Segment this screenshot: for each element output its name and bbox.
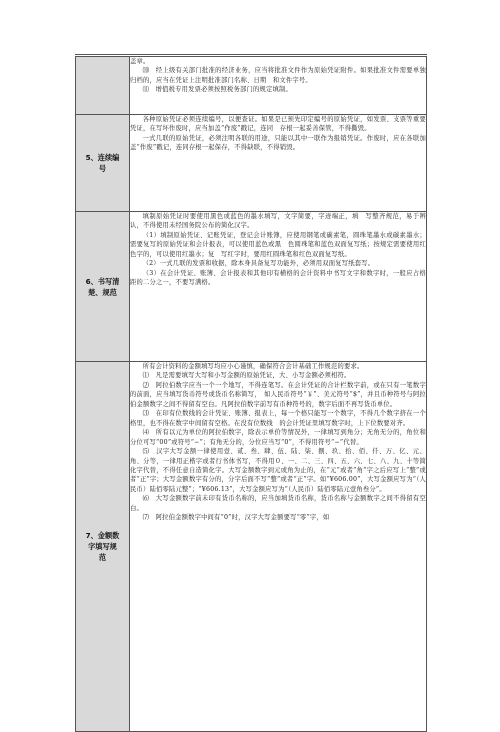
table-row — [76, 362, 427, 732]
paragraph: ⑾ 增值税专用发票必须按照税务部门的规定填制。 — [142, 86, 293, 94]
paragraph: 各种原始凭证必须连续编号，以便查证。如果是已预先印定编号的原始凭证，如发票、支票等重要凭证，在写坏作废时，应当加盖“作废”戳记，连同 存根一起妥善保管，不得撕毁。 — [130, 116, 426, 133]
table-row — [76, 57, 427, 115]
section-label: 5、连续编 号 — [76, 115, 130, 212]
paragraph: 盖章。 — [130, 58, 150, 65]
paragraph: 所有会计资料的金额填写均应小心谨慎，确保符合会计基础工作规范的要求。 — [142, 363, 364, 370]
paragraph: ⑽ 经上级有关部门批准的经济业务，应当将批准文件作为原始凭证附件。如果批准文件需要单独归档的，应当在凭证上注明批准部门名称、日期 和文件字号。 — [130, 67, 426, 84]
voucher-rules-table — [75, 56, 427, 732]
section-content — [130, 115, 427, 212]
section-label: 6、书写清 楚、规范 — [76, 212, 130, 362]
paragraph: （2）一式几联的发票和收据，除本身具备复写功能外，必须用双面复写纸套写。 — [142, 260, 375, 268]
paragraph: ⑺ 阿拉伯金额数字中间有“0”时，汉字大写金额要写“零”字，如 — [142, 514, 330, 522]
paragraph: ⑹ 大写金额数字前未印有货币名称的，应当加填货币名称，货币名称与金额数字之间不得留有空白。 — [130, 495, 426, 512]
section-label: 7、金额数 字填写规 范 — [76, 362, 130, 732]
paragraph: ⑵ 阿拉伯数字应当一个一个地写，不得连笔写。在会计凭证的合计栏数字前，或在只有一笔数字的前面，应当填写货币符号或货币名称简写， 如人民币符号“￥”、美元符号“$”，并且币种符号与阿拉伯金额数字之间不得留有空白。凡阿拉伯数字前写有币种符号的，数字后面不再写货币单位。 — [130, 381, 426, 408]
paragraph: 一式几联的原始凭证，必须注明各联的用途，只能以其中一联作为报销凭证。作废时，应在各联加盖“作废”戳记，连同存根一起保存，不得缺联，不得销毁。 — [130, 134, 426, 152]
paragraph: ⑶ 在印有位数线的会计凭证、账簿、报表上，每一个格只能写一个数字，不得几个数字挤在一个格里，也不得在数字中间留有空格。在没有位数线 的会计凭证里填写数字时，上下位数要对齐。 — [130, 410, 426, 427]
table-row — [76, 212, 427, 362]
page-header-rule — [75, 54, 427, 55]
table-row — [76, 115, 427, 212]
section-content — [130, 212, 427, 362]
paragraph: （1）填制原始凭证、记账凭证，登记会计账簿，应使用钢笔或碳素笔，圆珠笔墨水或碳素墨水；需要复写的原始凭证和会计报表，可以使用蓝色或黑 色圆珠笔和蓝色双面复写纸；按规定需要使用红色字的，可以使用红墨水；复 写红字时，要用红圆珠笔和红色双面复写纸。 — [130, 231, 426, 258]
section-content — [130, 57, 427, 115]
paragraph: ⑷ 所有以元为单位的阿拉伯数字，除表示单价等情况外，一律填写到角分；无角无分的，角位和分位可写“00”或符号“−”；有角无分的，分位应当写“0”，不得用符号“−”代替。 — [130, 429, 426, 446]
paragraph: ⑴ 凡是需要填写大写和小写金额的原始凭证，大、小写金额必须相符。 — [142, 372, 351, 380]
paragraph: （3）在会计凭证、账簿、会计报表和其他印有横格的会计资料中书写文字和数字时，一般应占格距的二分之一，不要写满格。 — [130, 269, 426, 287]
section-label — [76, 57, 130, 115]
section-content — [130, 362, 427, 732]
paragraph: ⑸ 汉字大写金额一律使用壹、贰、叁、肆、伍、陆、柒、捌、玖、拾、佰、仟、万、亿、元、角、分等，一律用正楷字或者行书体书写，不得用０、一、二、三、四、五、六、七、八、九、十等简化字代替，不得任意自造简化字。大写金额数字到元或角为止的，在“元”或者“角”字之后应写上“整”或者“正”字；大写金额数字有分的，分字后面不写“整”或者“正”字。如“¥606.00”，大写金额应写为“（人民币）陆佰零陆元整”；“¥606.13”，大写金额应写为“（人民币）陆佰零陆元壹角叁分”。 — [130, 448, 426, 493]
paragraph: 填制原始凭证时要使用黑色或蓝色的墨水填写，文字简要，字迹端正，填 写整齐规范，易于辨认，不得使用未经国务院公布的简化汉字。 — [130, 213, 426, 230]
